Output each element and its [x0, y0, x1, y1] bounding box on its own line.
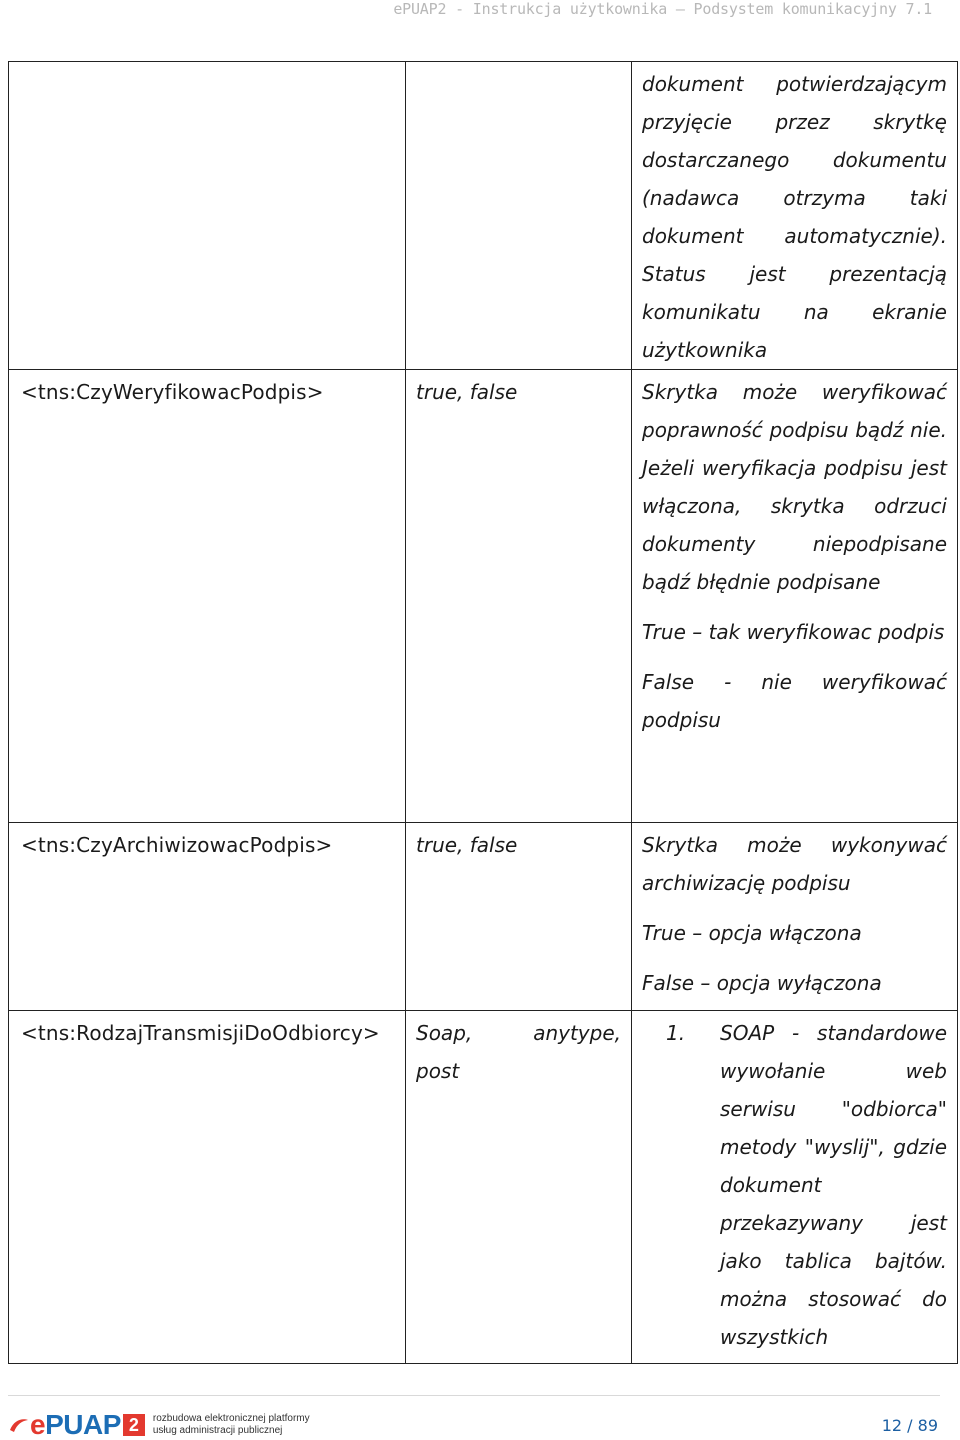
param-values-cell	[406, 370, 632, 823]
description-true-option: True – opcja włączona	[642, 921, 862, 945]
param-values: true, false	[416, 380, 518, 404]
table-row	[9, 823, 958, 1011]
param-description-cell	[632, 370, 958, 823]
epuap-logo	[8, 1410, 310, 1440]
param-name: <tns:CzyArchiwizowacPodpis>	[21, 833, 333, 857]
logo-wordmark: ePUAP	[30, 1409, 121, 1440]
param-values-cell	[406, 823, 632, 1011]
param-values-cell	[406, 62, 632, 370]
param-value-soap: Soap,	[416, 1021, 473, 1045]
description-false-option: False – opcja wyłączona	[642, 971, 882, 995]
param-value-post: post	[416, 1059, 460, 1083]
parameters-table	[8, 61, 958, 1364]
param-name-cell	[9, 1011, 406, 1364]
swoosh-icon	[8, 1414, 30, 1436]
list-item	[632, 1014, 947, 1356]
param-name: <tns:CzyWeryfikowacPodpis>	[21, 380, 324, 404]
param-description-cell	[632, 1011, 958, 1364]
param-description-cell	[632, 62, 958, 370]
logo-version-badge: 2	[123, 1414, 145, 1436]
param-name: <tns:RodzajTransmisjiDoOdbiorcy>	[21, 1021, 380, 1045]
transmission-list	[632, 1011, 947, 1356]
list-item-text: SOAP - standardowe wywołanie web serwisu "odbiorca" metody "wyslij", gdzie dokument przekazywany jest jako tablica bajtów. można stosować do wszystkich	[720, 1021, 947, 1349]
param-values: true, false	[416, 833, 518, 857]
running-header: ePUAP2 - Instrukcja użytkownika – Podsystem komunikacyjny 7.1	[393, 0, 932, 18]
logo-tagline: rozbudowa elektronicznej platformy usług administracji publicznej	[152, 1413, 310, 1436]
description-false-option: False - nie weryfikować podpisu	[642, 670, 947, 732]
footer-divider	[8, 1395, 940, 1396]
table-row	[9, 1011, 958, 1364]
param-name-cell	[9, 62, 406, 370]
description-true-option: True – tak weryfikowac podpis	[642, 620, 945, 644]
description-text: Skrytka może weryfikować poprawność podpisu bądź nie. Jeżeli weryfikacja podpisu jest włączona, skrytka odrzuci dokumenty niepodpisane bądź błędnie podpisane	[642, 380, 947, 594]
list-item-number: 1.	[666, 1021, 686, 1045]
param-values-cell	[406, 1011, 632, 1364]
param-description-cell	[632, 823, 958, 1011]
table-row	[9, 62, 958, 370]
param-value-anytype: anytype,	[533, 1021, 621, 1045]
page-number: 12 / 89	[881, 1416, 938, 1435]
table-row	[9, 370, 958, 823]
param-values-line	[416, 1014, 621, 1052]
param-name-cell	[9, 823, 406, 1011]
description-text: Skrytka może wykonywać archiwizację podpisu	[642, 833, 947, 895]
description-text: dokument potwierdzającym przyjęcie przez skrytkę dostarczanego dokumentu (nadawca otrzyma taki dokument automatycznie). Status jest prezentacją komunikatu na ekranie użytkownika	[642, 72, 947, 362]
param-name-cell	[9, 370, 406, 823]
